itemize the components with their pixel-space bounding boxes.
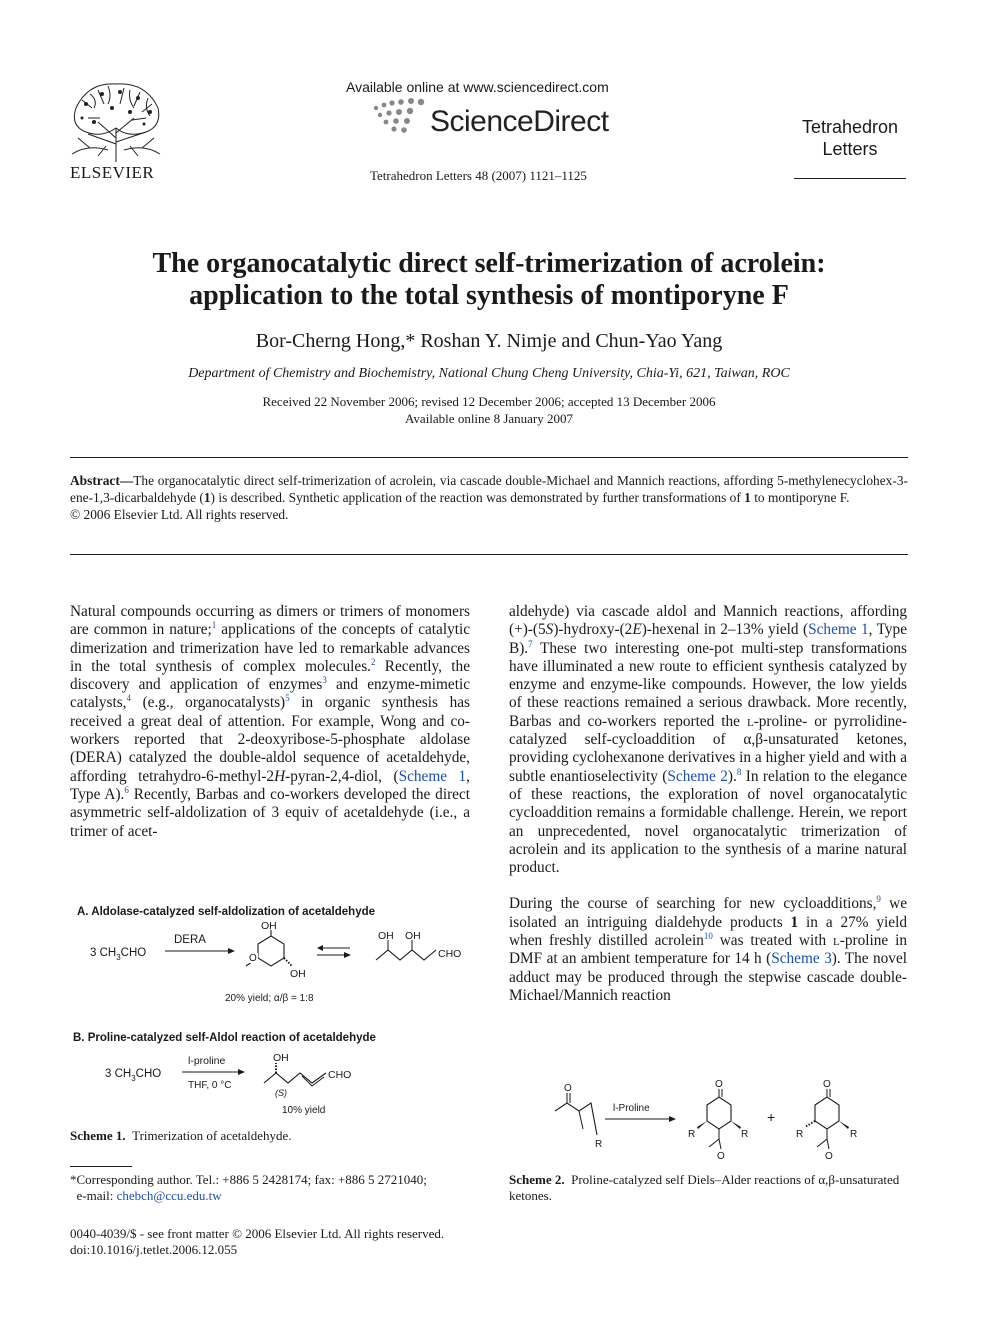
abstract-compound-1b: 1 bbox=[744, 490, 751, 505]
journal-name bbox=[780, 116, 920, 160]
article-title bbox=[70, 248, 908, 312]
scheme2-product2-ring bbox=[815, 1097, 839, 1129]
scheme1-a-oh-side: OH bbox=[290, 968, 306, 980]
abstract-copyright: © 2006 Elsevier Ltd. All rights reserved. bbox=[70, 507, 289, 522]
journal-name-line2: Letters bbox=[822, 139, 878, 159]
scheme1-a-ring-o: O bbox=[249, 953, 257, 964]
scheme-2-caption-text: Proline-catalyzed self Diels–Alder reactions of α,β-unsaturated ketones. bbox=[509, 1172, 900, 1203]
footnote-star: * bbox=[70, 1172, 77, 1187]
journal-rule-divider bbox=[794, 178, 906, 179]
elsevier-tree-logo bbox=[68, 78, 164, 167]
abstract-text-a: The organocatalytic direct self-trimerization of acrolein, via cascade double-Michael and Mannich reactions, affording 5-methylenecyclohex-3-ene-1,3-dicarbaldehyde ( bbox=[70, 473, 908, 505]
paragraph-continuation: aldehyde) via cascade aldol and Mannich reactions, affording (+)-(5S)-hydroxy-(2E)-hexenal in 2–13% yield (Scheme 1, Type B).$^7$ These two interesting one-pot multi-step transformations have illuminated a new route to efficient synthesis catalyzed by enzyme and enzyme-like compounds. However, the low yields of these reactions remained a serious drawback. More recently, Barbas and co-workers reported the l-proline- or pyrrolidine-catalyzed self-cycloaddition of α,β-unsaturated ketones, providing cyclohexanone derivatives in a higher yield and with a subtle enantioselectivity (Scheme 2).$^8$ In relation to the elegance of these reactions, the exploration of novel organocatalytic cycloaddition remains a formidable challenge. Herein, we report an unprecedented, novel organocatalytic trimerization of acrolein and its application to the synthesis of a marine natural product. bbox=[509, 603, 907, 877]
scheme2-enone-r: R bbox=[595, 1139, 603, 1150]
scheme1-b-cho: CHO bbox=[328, 1069, 352, 1081]
title-line-2: application to the total synthesis of montiporyne F bbox=[189, 280, 789, 311]
scheme2-product1-o: O bbox=[715, 1079, 723, 1090]
scheme-2-figure bbox=[509, 1075, 909, 1165]
scheme1-b-stereo: (S) bbox=[275, 1088, 287, 1098]
ref-link-9[interactable]: 9 bbox=[876, 894, 881, 905]
received-dates: Received 22 November 2006; revised 12 December 2006; accepted 13 December 2006 bbox=[262, 394, 716, 409]
corresponding-author-footnote bbox=[70, 1172, 470, 1204]
scheme-3-link[interactable]: Scheme 3 bbox=[771, 950, 832, 968]
ref-link-8[interactable]: 8 bbox=[736, 766, 742, 777]
journal-citation: Tetrahedron Letters 48 (2007) 1121–1125 bbox=[370, 168, 587, 183]
front-matter-line: 0040-4039/$ - see front matter © 2006 Elsevier Ltd. All rights reserved. bbox=[70, 1226, 445, 1241]
title-line-1: The organocatalytic direct self-trimerization of acrolein: bbox=[152, 248, 826, 279]
abstract-label: Abstract bbox=[70, 473, 120, 488]
scheme2-product2-r1: R bbox=[796, 1129, 804, 1140]
scheme1-a-oh2: OH bbox=[405, 930, 421, 942]
scheme1-b-reagent: 3 $CH_3CHO$ bbox=[105, 1068, 162, 1083]
scheme2-enone-o: O bbox=[564, 1083, 572, 1094]
scheme1-a-arrowhead bbox=[228, 948, 235, 954]
abstract-bottom-rule bbox=[70, 554, 908, 555]
scheme1-b-oh: OH bbox=[273, 1052, 289, 1064]
footnote-rule bbox=[70, 1166, 132, 1167]
scheme1-a-cho: CHO bbox=[438, 948, 462, 960]
scheme2-product2-r2: R bbox=[850, 1129, 858, 1140]
journal-name-line1: Tetrahedron bbox=[801, 117, 899, 137]
scheme1-b-catalyst: l-proline bbox=[188, 1055, 226, 1067]
scheme-2-caption bbox=[509, 1172, 907, 1204]
scheme1-b-conditions: THF, 0 °C bbox=[188, 1080, 232, 1091]
scheme2-product2-o: O bbox=[823, 1079, 831, 1090]
ref-link-2[interactable]: 2 bbox=[370, 656, 376, 667]
ref-link-6[interactable]: 6 bbox=[124, 784, 129, 795]
footnote-text: Corresponding author. Tel.: +886 5 2428174; fax: +886 5 2721040; bbox=[76, 1172, 427, 1187]
scheme1-a-enzyme: DERA bbox=[174, 934, 206, 946]
scheme1-part-b-title: B. Proline-catalyzed self-Aldol reaction of acetaldehyde bbox=[73, 1032, 376, 1044]
author-email-link[interactable]: chebch@ccu.edu.tw bbox=[116, 1188, 222, 1203]
scheme-2-link[interactable]: Scheme 2 bbox=[667, 767, 728, 785]
scheme1-a-yield: 20% yield; α/β = 1:8 bbox=[225, 993, 314, 1004]
abstract: Abstract—The organocatalytic direct self-trimerization of acrolein, via cascade double-Michael and Mannich reactions, affording 5-methylenecyclohex-3-ene-1,3-dicarbaldehyde (1) is described. Synthetic application of the reaction was demonstrated by further transformations of 1 to montiporyne F. © 2006 Elsevier Ltd. All rights reserved. bbox=[70, 473, 908, 522]
abstract-text-b: ) is described. Synthetic application of the reaction was demonstrated by further transformations of bbox=[210, 490, 745, 505]
doi-line: doi:10.1016/j.tetlet.2006.12.055 bbox=[70, 1242, 238, 1257]
scheme2-product1-o2: O bbox=[717, 1151, 725, 1162]
affiliation: Department of Chemistry and Biochemistry, National Chung Cheng University, Chia-Yi, 621, Taiwan, ROC bbox=[188, 366, 790, 381]
scheme2-plus: + bbox=[767, 1109, 776, 1125]
sciencedirect-logo: ScienceDirect bbox=[430, 105, 609, 138]
abstract-top-rule bbox=[70, 457, 908, 458]
paragraph-intro: Natural compounds occurring as dimers or trimers of monomers are common in nature;$^1$ applications of the concepts of catalytic dimerization and trimerization have led to remarkable advances in the total synthesis of complex molecules.$^2$ Recently, the discovery and application of enzymes$^3$ and enzyme-mimetic catalysts,$^4$ (e.g., organocatalysts)$^5$ in organic synthesis has received a great deal of attention. For example, Wong and co-workers reported that 2-deoxyribose-5-phosphate aldolase (DERA) catalyzed the double-aldol sequence of acetaldehyde, affording tetrahydro-6-methyl-2H-pyran-2,4-diol, (Scheme 1, Type A).$^6$ Recently, Barbas and co-workers developed the direct asymmetric self-aldolization of 3 equiv of acetaldehyde (i.e., a trimer of acet- bbox=[70, 603, 471, 840]
scheme1-a-open-chain bbox=[376, 950, 436, 960]
ref-link-3[interactable]: 3 bbox=[322, 675, 327, 686]
scheme1-part-a-title: A. Aldolase-catalyzed self-aldolization of acetaldehyde bbox=[77, 906, 376, 918]
scheme-1-link-2[interactable]: Scheme 1 bbox=[808, 621, 869, 639]
ref-link-1[interactable]: 1 bbox=[211, 620, 217, 631]
scheme-1-caption-text: Trimerization of acetaldehyde. bbox=[132, 1128, 292, 1143]
scheme1-a-oh1: OH bbox=[378, 930, 394, 942]
ref-link-4[interactable]: 4 bbox=[126, 693, 131, 704]
scheme-1-caption bbox=[70, 1128, 292, 1144]
ref-link-7[interactable]: 7 bbox=[528, 638, 533, 649]
available-online-date: Available online 8 January 2007 bbox=[405, 411, 573, 426]
body-left-column bbox=[70, 603, 470, 841]
scheme-1-figure bbox=[70, 900, 470, 1130]
scheme-1-caption-label: Scheme 1. bbox=[70, 1128, 126, 1143]
front-matter bbox=[70, 1226, 490, 1258]
sciencedirect-dots-icon bbox=[370, 98, 428, 143]
ref-link-5[interactable]: 5 bbox=[285, 693, 290, 704]
scheme1-a-reagent: 3 $CH_3CHO$ bbox=[90, 947, 147, 962]
publisher-name: ELSEVIER bbox=[70, 163, 155, 182]
scheme-1-link[interactable]: Scheme 1 bbox=[398, 767, 467, 785]
abstract-compound-1: 1 bbox=[203, 490, 211, 505]
scheme-2-caption-label: Scheme 2. bbox=[509, 1172, 565, 1187]
abstract-text-c: to montiporyne F. bbox=[750, 490, 850, 505]
scheme1-b-yield: 10% yield bbox=[282, 1105, 326, 1116]
scheme2-product1-r1: R bbox=[688, 1129, 696, 1140]
scheme2-product1-ring bbox=[707, 1097, 731, 1129]
scheme1-a-oh-top: OH bbox=[261, 920, 277, 932]
scheme1-b-chain bbox=[264, 1073, 326, 1083]
email-label: e-mail: bbox=[76, 1188, 117, 1203]
body-right-column bbox=[509, 603, 907, 1005]
paragraph-results: During the course of searching for new cycloadditions,$^9$ we isolated an intriguing dialdehyde products 1 in a 27% yield when freshly distilled acrolein$^{10}$ was treated with l-proline in DMF at an ambient temperature for 14 h (Scheme 3). The novel adduct may be produced through the stepwise cascade double-Michael/Mannich reaction bbox=[509, 894, 907, 1004]
author-list: Bor-Cherng Hong,* Roshan Y. Nimje and Chun-Yao Yang bbox=[255, 330, 723, 352]
scheme2-product2-o2: O bbox=[825, 1151, 833, 1162]
ref-link-10[interactable]: 10 bbox=[703, 930, 713, 941]
article-dates bbox=[70, 393, 908, 427]
scheme2-catalyst: l-Proline bbox=[613, 1103, 650, 1114]
available-online-link[interactable]: Available online at www.sciencedirect.com bbox=[346, 79, 609, 95]
scheme2-product1-r2: R bbox=[741, 1129, 749, 1140]
